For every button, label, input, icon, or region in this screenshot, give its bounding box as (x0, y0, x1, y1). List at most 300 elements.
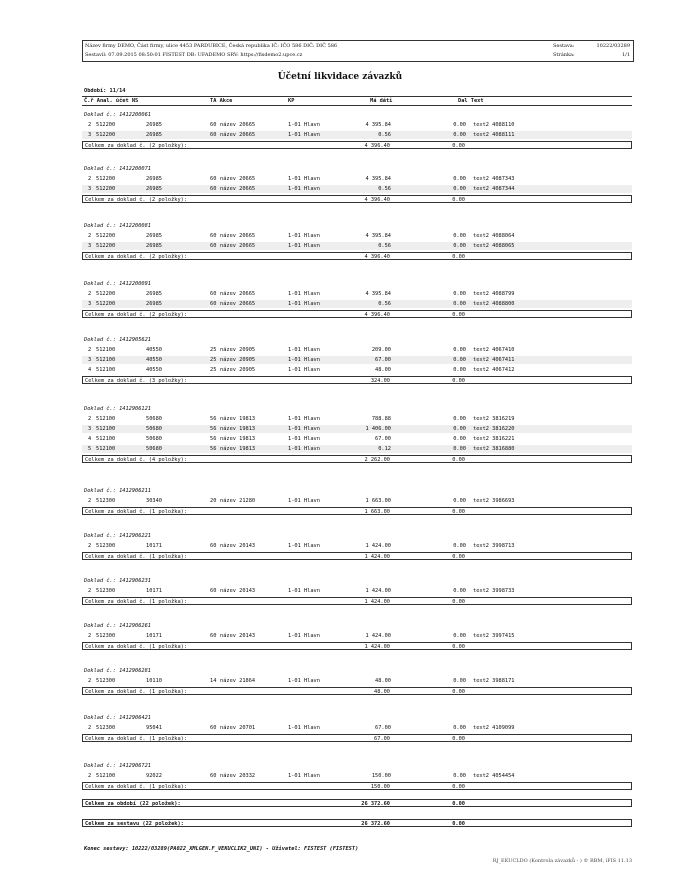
ta-code: 60 (210, 543, 217, 549)
doc-total-dal: 0.00 (452, 784, 465, 790)
ns-code: 26985 (146, 301, 162, 307)
kp-code: 1-01 Hlavn (288, 725, 320, 731)
doc-total-label: Celkem za doklad č. (1 položka): (85, 736, 188, 742)
row-number: 2 (88, 498, 92, 504)
doc-total-md: 1 424.00 (364, 599, 390, 605)
table-row (82, 131, 632, 139)
account-number: 512100 (96, 416, 116, 422)
table-row (82, 242, 632, 250)
table-row (82, 121, 632, 129)
account-number: 512200 (96, 233, 116, 239)
row-text: text2 4088800 (473, 301, 515, 307)
akce-name: název 20665 (220, 233, 256, 239)
ta-code: 60 (210, 301, 217, 307)
kp-code: 1-01 Hlavn (288, 301, 320, 307)
row-number: 2 (88, 725, 92, 731)
doc-total-md: 4 396.40 (364, 143, 390, 149)
row-number: 2 (88, 678, 92, 684)
ns-code: 26985 (146, 233, 162, 239)
ta-code: 25 (210, 357, 217, 363)
account-number: 512100 (96, 357, 116, 363)
report-footer: RJ_EKUCLDO (Kontrola závazků - ) © BBM, iFIS 11.13 (492, 858, 632, 864)
account-number: 512300 (96, 633, 116, 639)
col-header-md: Má dáti (370, 98, 393, 104)
kp-code: 1-01 Hlavn (288, 543, 320, 549)
md-amount: 48.00 (375, 678, 391, 684)
table-row (82, 435, 632, 443)
account-number: 512100 (96, 773, 116, 779)
account-number: 512200 (96, 176, 116, 182)
dal-amount: 0.00 (453, 132, 466, 138)
ta-code: 60 (210, 633, 217, 639)
doc-total-md: 1 663.00 (364, 509, 390, 515)
generated-info: Sestavil: 07.09.2015 08:50:01 FISTEST DB: UFADEMO SRV: https://fisdemo2.upce.cz (85, 52, 303, 58)
dal-amount: 0.00 (453, 301, 466, 307)
ns-code: 10110 (146, 678, 162, 684)
md-amount: 4 395.84 (365, 122, 391, 128)
doc-total-row (82, 597, 632, 605)
md-amount: 209.00 (371, 347, 391, 353)
ta-code: 60 (210, 176, 217, 182)
ns-code: 40550 (146, 367, 162, 373)
row-text: text2 4067411 (473, 357, 515, 363)
row-number: 2 (88, 347, 92, 353)
doc-total-dal: 0.00 (452, 509, 465, 515)
akce-name: název 19813 (220, 436, 256, 442)
doc-total-label: Celkem za doklad č. (3 položky): (85, 378, 188, 384)
ta-code: 60 (210, 186, 217, 192)
dal-amount: 0.00 (453, 367, 466, 373)
dal-amount: 0.00 (453, 291, 466, 297)
ns-code: 50680 (146, 426, 162, 432)
doc-total-row (82, 195, 632, 203)
doc-total-label: Celkem za doklad č. (1 položka): (85, 554, 188, 560)
doc-total-label: Celkem za doklad č. (2 položky): (85, 197, 188, 203)
kp-code: 1-01 Hlavn (288, 347, 320, 353)
row-number: 2 (88, 233, 92, 239)
kp-code: 1-01 Hlavn (288, 446, 320, 452)
doc-heading: Doklad č.: 1412906211 (84, 488, 151, 494)
period-total-row (82, 799, 632, 807)
doc-heading: Doklad č.: 1412906221 (84, 533, 151, 539)
row-text: text2 3988171 (473, 678, 515, 684)
row-text: text2 3998713 (473, 543, 515, 549)
row-text: text2 4088799 (473, 291, 515, 297)
col-header-dal-text: Dal Text (458, 98, 484, 104)
table-row (82, 232, 632, 240)
strana-label: Stránka: (553, 52, 575, 58)
company-info: Název firmy DEMO, Část firmy, ulice 4453 PARDUBICE, Česká republika IČ: IČO 586 DIČ: DIČ 586 (85, 43, 338, 49)
doc-heading: Doklad č.: 1412905621 (84, 337, 151, 343)
period-label: Období: 11/14 (84, 88, 126, 94)
md-amount: 0.56 (378, 243, 391, 249)
md-amount: 0.56 (378, 301, 391, 307)
md-amount: 788.88 (371, 416, 391, 422)
row-text: text2 4087344 (473, 186, 515, 192)
doc-total-md: 4 396.40 (364, 254, 390, 260)
ta-code: 56 (210, 446, 217, 452)
table-row (82, 677, 632, 685)
akce-name: název 20665 (220, 243, 256, 249)
doc-total-label: Celkem za doklad č. (2 položky): (85, 143, 188, 149)
md-amount: 0.56 (378, 186, 391, 192)
ta-code: 56 (210, 436, 217, 442)
akce-name: název 20332 (220, 773, 256, 779)
doc-total-md: 1 424.00 (364, 554, 390, 560)
dal-amount: 0.00 (453, 233, 466, 239)
col-header-account: Č.ř Anal. účet NS (84, 98, 139, 104)
doc-total-dal: 0.00 (452, 378, 465, 384)
account-number: 512200 (96, 301, 116, 307)
doc-total-dal: 0.00 (452, 736, 465, 742)
account-number: 512100 (96, 446, 116, 452)
table-row (82, 356, 632, 364)
ns-code: 10171 (146, 543, 162, 549)
row-text: text2 4088064 (473, 233, 515, 239)
row-text: text2 4088110 (473, 122, 515, 128)
ns-code: 92022 (146, 773, 162, 779)
doc-total-md: 2 262.00 (364, 457, 390, 463)
account-number: 512200 (96, 132, 116, 138)
account-number: 512100 (96, 426, 116, 432)
doc-heading: Doklad č.: 1412200081 (84, 223, 151, 229)
ta-code: 14 (210, 678, 217, 684)
row-text: text2 3986693 (473, 498, 515, 504)
kp-code: 1-01 Hlavn (288, 498, 320, 504)
row-number: 3 (88, 426, 92, 432)
akce-name: název 20701 (220, 725, 256, 731)
doc-total-md: 67.00 (374, 736, 390, 742)
kp-code: 1-01 Hlavn (288, 291, 320, 297)
table-row (82, 632, 632, 640)
report-total-dal: 0.00 (452, 821, 465, 827)
dal-amount: 0.00 (453, 436, 466, 442)
doc-heading: Doklad č.: 1412906261 (84, 623, 151, 629)
row-number: 2 (88, 588, 92, 594)
row-number: 3 (88, 301, 92, 307)
ns-code: 10171 (146, 633, 162, 639)
doc-total-dal: 0.00 (452, 254, 465, 260)
account-number: 512200 (96, 186, 116, 192)
ns-code: 40550 (146, 357, 162, 363)
kp-code: 1-01 Hlavn (288, 122, 320, 128)
kp-code: 1-01 Hlavn (288, 436, 320, 442)
row-text: text2 3816221 (473, 436, 515, 442)
strana-value: 1/1 (621, 52, 630, 58)
row-text: text2 4088065 (473, 243, 515, 249)
dal-amount: 0.00 (453, 543, 466, 549)
row-number: 2 (88, 176, 92, 182)
doc-heading: Doklad č.: 1412200091 (84, 281, 151, 287)
row-text: text2 4109099 (473, 725, 515, 731)
kp-code: 1-01 Hlavn (288, 773, 320, 779)
kp-code: 1-01 Hlavn (288, 233, 320, 239)
row-number: 4 (88, 367, 92, 373)
ta-code: 60 (210, 588, 217, 594)
row-text: text2 4087343 (473, 176, 515, 182)
doc-total-md: 324.00 (370, 378, 390, 384)
col-header-ta-akce: TA Akce (210, 98, 233, 104)
doc-total-row (82, 252, 632, 260)
md-amount: 1 663.00 (365, 498, 391, 504)
ns-code: 26985 (146, 132, 162, 138)
kp-code: 1-01 Hlavn (288, 357, 320, 363)
account-number: 512300 (96, 678, 116, 684)
doc-total-row (82, 310, 632, 318)
ns-code: 26985 (146, 243, 162, 249)
md-amount: 0.56 (378, 132, 391, 138)
account-number: 512300 (96, 498, 116, 504)
row-number: 2 (88, 416, 92, 422)
account-number: 512300 (96, 588, 116, 594)
kp-code: 1-01 Hlavn (288, 132, 320, 138)
ta-code: 60 (210, 243, 217, 249)
doc-total-md: 150.00 (370, 784, 390, 790)
dal-amount: 0.00 (453, 773, 466, 779)
report-header-box (82, 40, 634, 62)
akce-name: název 20905 (220, 357, 256, 363)
account-number: 512200 (96, 291, 116, 297)
akce-name: název 19813 (220, 426, 256, 432)
doc-heading: Doklad č.: 1412906721 (84, 763, 151, 769)
ta-code: 60 (210, 725, 217, 731)
akce-name: název 19813 (220, 416, 256, 422)
period-total-dal: 0.00 (452, 801, 465, 807)
row-number: 3 (88, 186, 92, 192)
row-text: text2 3998733 (473, 588, 515, 594)
table-row (82, 542, 632, 550)
doc-total-md: 48.00 (374, 689, 390, 695)
dal-amount: 0.00 (453, 633, 466, 639)
md-amount: 0.12 (378, 446, 391, 452)
kp-code: 1-01 Hlavn (288, 678, 320, 684)
md-amount: 67.00 (375, 725, 391, 731)
doc-total-row (82, 507, 632, 515)
dal-amount: 0.00 (453, 426, 466, 432)
table-row (82, 185, 632, 193)
account-number: 512100 (96, 367, 116, 373)
doc-total-dal: 0.00 (452, 644, 465, 650)
ta-code: 56 (210, 426, 217, 432)
doc-total-dal: 0.00 (452, 689, 465, 695)
md-amount: 1 424.00 (365, 633, 391, 639)
kp-code: 1-01 Hlavn (288, 416, 320, 422)
kp-code: 1-01 Hlavn (288, 633, 320, 639)
report-total-md: 26 372.60 (361, 821, 390, 827)
doc-total-dal: 0.00 (452, 143, 465, 149)
ns-code: 26985 (146, 186, 162, 192)
doc-total-row (82, 687, 632, 695)
md-amount: 150.00 (371, 773, 391, 779)
ta-code: 60 (210, 773, 217, 779)
md-amount: 4 395.84 (365, 291, 391, 297)
ns-code: 50680 (146, 416, 162, 422)
doc-total-label: Celkem za doklad č. (1 položka): (85, 599, 188, 605)
dal-amount: 0.00 (453, 498, 466, 504)
doc-total-label: Celkem za doklad č. (2 položky): (85, 254, 188, 260)
row-text: text2 3997415 (473, 633, 515, 639)
md-amount: 4 395.84 (365, 176, 391, 182)
row-text: text2 4067410 (473, 347, 515, 353)
doc-total-label: Celkem za doklad č. (1 položka): (85, 784, 188, 790)
account-number: 512300 (96, 543, 116, 549)
akce-name: název 20665 (220, 122, 256, 128)
row-text: text2 4088111 (473, 132, 515, 138)
akce-name: název 20665 (220, 176, 256, 182)
doc-total-label: Celkem za doklad č. (1 položka): (85, 644, 188, 650)
row-text: text2 3816219 (473, 416, 515, 422)
akce-name: název 19813 (220, 446, 256, 452)
row-number: 2 (88, 633, 92, 639)
col-header-kp: KP (288, 98, 295, 104)
md-amount: 1 406.00 (365, 426, 391, 432)
doc-total-dal: 0.00 (452, 554, 465, 560)
doc-total-row (82, 734, 632, 742)
doc-heading: Doklad č.: 1412906121 (84, 406, 151, 412)
dal-amount: 0.00 (453, 588, 466, 594)
ta-code: 56 (210, 416, 217, 422)
doc-heading: Doklad č.: 1412906281 (84, 668, 151, 674)
kp-code: 1-01 Hlavn (288, 176, 320, 182)
akce-name: název 20665 (220, 301, 256, 307)
table-row (82, 772, 632, 780)
table-row (82, 346, 632, 354)
ta-code: 60 (210, 291, 217, 297)
akce-name: název 21280 (220, 498, 256, 504)
ns-code: 26985 (146, 176, 162, 182)
account-number: 512100 (96, 436, 116, 442)
doc-heading: Doklad č.: 1412200071 (84, 166, 151, 172)
account-number: 512200 (96, 243, 116, 249)
ta-code: 25 (210, 367, 217, 373)
doc-total-md: 4 396.40 (364, 197, 390, 203)
row-text: text2 3816220 (473, 426, 515, 432)
doc-total-row (82, 782, 632, 790)
ns-code: 40550 (146, 347, 162, 353)
row-number: 2 (88, 773, 92, 779)
md-amount: 1 424.00 (365, 543, 391, 549)
account-number: 512300 (96, 725, 116, 731)
doc-total-row (82, 642, 632, 650)
row-number: 3 (88, 132, 92, 138)
account-number: 512100 (96, 347, 116, 353)
dal-amount: 0.00 (453, 725, 466, 731)
account-number: 512200 (96, 122, 116, 128)
column-header (82, 96, 632, 106)
dal-amount: 0.00 (453, 678, 466, 684)
doc-total-label: Celkem za doklad č. (4 položky): (85, 457, 188, 463)
doc-total-dal: 0.00 (452, 599, 465, 605)
report-title: Účetní likvidace závazků (277, 72, 403, 82)
table-row (82, 587, 632, 595)
md-amount: 67.00 (375, 357, 391, 363)
kp-code: 1-01 Hlavn (288, 243, 320, 249)
report-total-row (82, 819, 632, 827)
sestava-label: Sestava: (553, 43, 575, 49)
doc-total-dal: 0.00 (452, 312, 465, 318)
table-row (82, 415, 632, 423)
table-row (82, 724, 632, 732)
ta-code: 25 (210, 347, 217, 353)
doc-total-dal: 0.00 (452, 457, 465, 463)
doc-total-row (82, 552, 632, 560)
doc-total-row (82, 141, 632, 149)
doc-total-row (82, 376, 632, 384)
row-text: text2 4054454 (473, 773, 515, 779)
dal-amount: 0.00 (453, 176, 466, 182)
table-row (82, 300, 632, 308)
period-total-label: Celkem za období (22 položek): (85, 801, 181, 807)
table-row (82, 290, 632, 298)
md-amount: 1 424.00 (365, 588, 391, 594)
dal-amount: 0.00 (453, 416, 466, 422)
doc-heading: Doklad č.: 1412906421 (84, 715, 151, 721)
row-number: 3 (88, 243, 92, 249)
doc-total-label: Celkem za doklad č. (1 položka): (85, 509, 188, 515)
sestava-value: 10222/03289 (596, 43, 630, 49)
kp-code: 1-01 Hlavn (288, 186, 320, 192)
akce-name: název 20143 (220, 633, 256, 639)
ns-code: 30340 (146, 498, 162, 504)
row-number: 3 (88, 357, 92, 363)
akce-name: název 20143 (220, 588, 256, 594)
ta-code: 20 (210, 498, 217, 504)
ta-code: 60 (210, 122, 217, 128)
doc-total-md: 1 424.00 (364, 644, 390, 650)
doc-heading: Doklad č.: 1412200061 (84, 112, 151, 118)
doc-total-md: 4 396.40 (364, 312, 390, 318)
table-row (82, 175, 632, 183)
akce-name: název 20665 (220, 291, 256, 297)
row-number: 4 (88, 436, 92, 442)
table-row (82, 497, 632, 505)
ns-code: 26985 (146, 122, 162, 128)
dal-amount: 0.00 (453, 446, 466, 452)
akce-name: název 21864 (220, 678, 256, 684)
doc-total-label: Celkem za doklad č. (2 položky): (85, 312, 188, 318)
table-row (82, 425, 632, 433)
ta-code: 60 (210, 233, 217, 239)
dal-amount: 0.00 (453, 122, 466, 128)
report-end-line: Konec sestavy: 10222/03289(PA022_XMLGEN.F_VEKUCLIK2_UNI) - Uživatel: FISTEST (FISTEST) (84, 846, 359, 852)
md-amount: 4 395.84 (365, 233, 391, 239)
kp-code: 1-01 Hlavn (288, 367, 320, 373)
row-text: text2 3816880 (473, 446, 515, 452)
ns-code: 26985 (146, 291, 162, 297)
dal-amount: 0.00 (453, 243, 466, 249)
doc-total-label: Celkem za doklad č. (1 položka): (85, 689, 188, 695)
ns-code: 10171 (146, 588, 162, 594)
ns-code: 50680 (146, 446, 162, 452)
table-row (82, 445, 632, 453)
ns-code: 95041 (146, 725, 162, 731)
akce-name: název 20665 (220, 186, 256, 192)
row-number: 2 (88, 543, 92, 549)
row-number: 5 (88, 446, 92, 452)
akce-name: název 20143 (220, 543, 256, 549)
row-number: 2 (88, 291, 92, 297)
report-total-label: Celkem za sestavu (22 položek): (85, 821, 184, 827)
dal-amount: 0.00 (453, 186, 466, 192)
period-total-md: 26 372.60 (361, 801, 390, 807)
dal-amount: 0.00 (453, 347, 466, 353)
akce-name: název 20905 (220, 347, 256, 353)
doc-heading: Doklad č.: 1412906231 (84, 578, 151, 584)
row-number: 2 (88, 122, 92, 128)
kp-code: 1-01 Hlavn (288, 426, 320, 432)
table-row (82, 366, 632, 374)
doc-total-row (82, 455, 632, 463)
